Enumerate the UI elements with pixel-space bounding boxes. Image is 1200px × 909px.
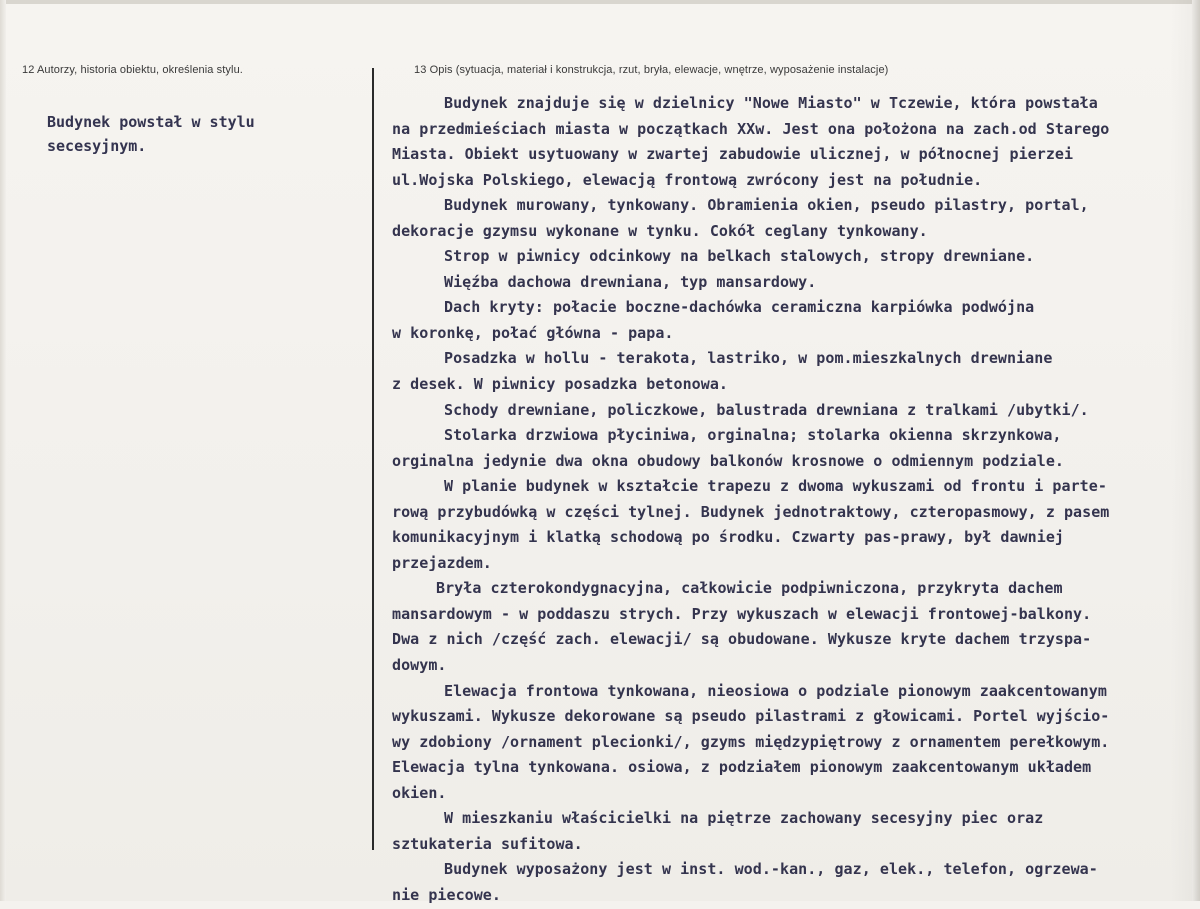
text-line: przejazdem. — [392, 553, 492, 572]
text-line: dowym. — [392, 656, 447, 675]
text-line: w koronkę, połać główna - papa. — [392, 323, 674, 342]
paper-left-edge — [0, 0, 6, 901]
text-line: komunikacyjnym i klatką schodową po środku. Czwarty pas-prawy, był dawniej — [392, 528, 1064, 547]
text-line: Budynek wyposażony jest w inst. wod.-kan., gaz, elek., telefon, ogrzewa- — [444, 860, 1098, 879]
text-line: Strop w piwnicy odcinkowy na belkach stalowych, stropy drewniane. — [444, 247, 1035, 266]
text-line: z desek. W piwnicy posadzka betonowa. — [392, 375, 728, 394]
text-line: Dwa z nich /część zach. elewacji/ są obudowane. Wykusze kryte dachem trzyspa- — [392, 630, 1092, 649]
style-line: secesyjnym. — [47, 137, 147, 155]
text-line: Elewacja frontowa tynkowana, nieosiowa o podziale pionowym zaakcentowanym — [444, 681, 1107, 700]
text-line: ul.Wojska Polskiego, elewacją frontową zwrócony jest na południe. — [392, 170, 983, 189]
text-line: okien. — [392, 783, 447, 802]
text-line: Budynek znajduje się w dzielnicy "Nowe Miasto" w Tczewie, która powstała — [444, 94, 1098, 112]
text-line: sztukateria sufitowa. — [392, 834, 583, 853]
left-column-header: 12 Autorzy, historia obiektu, określenia stylu. — [22, 64, 243, 76]
text-line: rową przybudówką w części tylnej. Budynek jednotraktowy, czteropasmowy, z pasem — [392, 502, 1110, 521]
text-line: Więźba dachowa drewniana, typ mansardowy. — [444, 272, 817, 291]
text-line: orginalna jedynie dwa okna obudowy balkonów krosnowe o odmiennym podziale. — [392, 451, 1064, 470]
text-line: wykuszami. Wykusze dekorowane są pseudo pilastrami z głowicami. Portel wyjścio- — [392, 707, 1110, 726]
text-line: wy zdobiony /ornament plecionki/, gzyms międzypiętrowy z ornamentem perełkowym. — [392, 732, 1110, 751]
text-line: W mieszkaniu właścicielki na piętrze zachowany secesyjny piec oraz — [444, 809, 1044, 828]
right-column-header: 13 Opis (sytuacja, materiał i konstrukcja, rzut, bryła, elewacje, wnętrze, wyposażenie instalacje) — [414, 64, 889, 76]
text-line: Miasta. Obiekt usytuowany w zwartej zabudowie ulicznej, w północnej pierzei — [392, 145, 1074, 164]
description-text — [392, 91, 1182, 909]
style-description — [47, 110, 347, 158]
text-line: Budynek murowany, tynkowany. Obramienia okien, pseudo pilastry, portal, — [444, 196, 1089, 215]
text-line: W planie budynek w kształcie trapezu z dwoma wykuszami od frontu i parte- — [444, 477, 1107, 496]
text-line: na przedmieściach miasta w początkach XXw. Jest ona położona na zach.od Starego — [392, 119, 1110, 138]
style-line: Budynek powstał w stylu — [47, 113, 255, 131]
column-divider — [372, 68, 374, 850]
paper-top-edge — [0, 0, 1200, 4]
text-line: Posadzka w hollu - terakota, lastriko, w pom.mieszkalnych drewniane — [444, 349, 1053, 368]
text-line: Dach kryty: połacie boczne-dachówka ceramiczna karpiówka podwójna — [444, 298, 1035, 317]
text-line: Elewacja tylna tynkowana. osiowa, z podziałem pionowym zaakcentowanym układem — [392, 758, 1092, 777]
text-line: nie piecowe. — [392, 885, 501, 904]
text-line: Stolarka drzwiowa płyciniwa, orginalna; stolarka okienna skrzynkowa, — [444, 426, 1062, 445]
text-line: mansardowym - w poddaszu strych. Przy wykuszach w elewacji frontowej-balkony. — [392, 604, 1092, 623]
text-line: Bryła czterokondygnacyjna, całkowicie podpiwniczona, przykryta dachem — [436, 579, 1063, 598]
text-line: Schody drewniane, policzkowe, balustrada drewniana z tralkami /ubytki/. — [444, 400, 1089, 419]
text-line: dekoracje gzymsu wykonane w tynku. Cokół ceglany tynkowany. — [392, 221, 928, 240]
